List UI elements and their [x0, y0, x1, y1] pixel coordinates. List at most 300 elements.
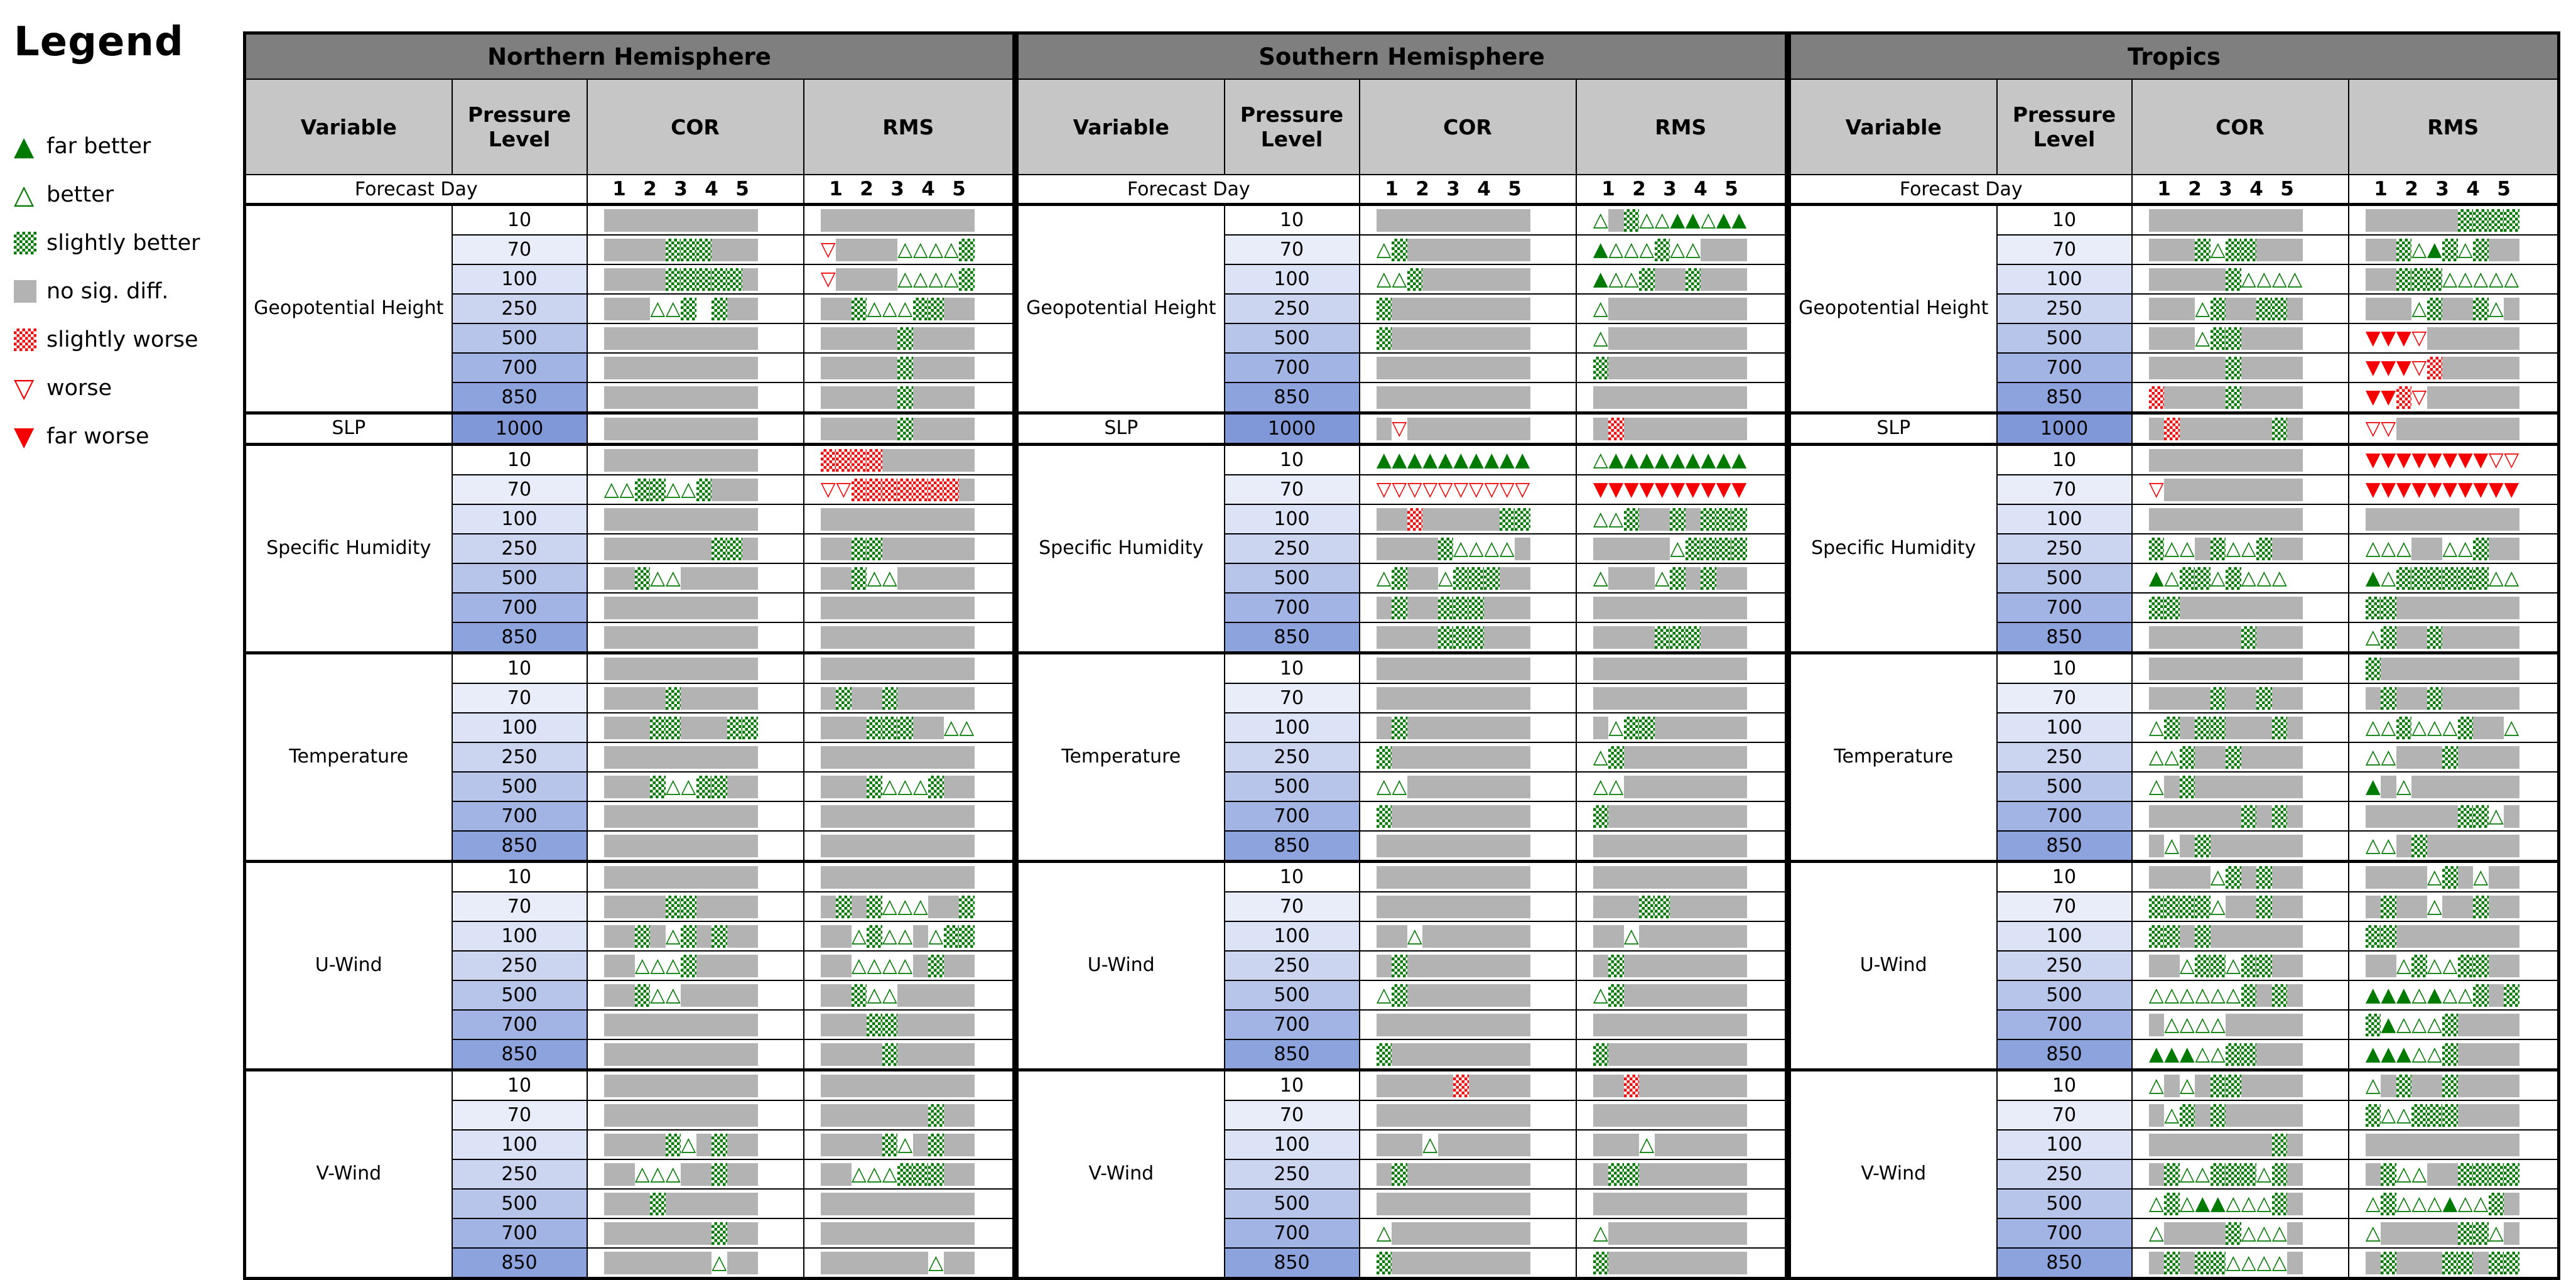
no-sig-diff-icon [897, 1193, 913, 1215]
no-sig-diff-icon [959, 597, 975, 619]
far-worse-icon: ▼ [1593, 478, 1608, 501]
symbol-slots [2133, 1011, 2348, 1039]
pressure-level-cell: 250 [452, 1159, 587, 1189]
day-subcell [2241, 1190, 2257, 1218]
no-sig-diff-icon [1655, 955, 1670, 977]
day-subcell [2442, 654, 2458, 683]
day-subcell [2164, 981, 2180, 1009]
no-sig-diff-icon [836, 658, 852, 680]
rms-score-cell [2349, 742, 2559, 772]
pressure-level-cell: 250 [1225, 742, 1360, 772]
no-sig-diff-icon [944, 805, 960, 828]
no-sig-diff-icon [897, 1252, 913, 1274]
no-sig-diff-icon [2504, 298, 2519, 320]
rms-score-cell [1576, 951, 1787, 980]
day-subcell [1422, 623, 1438, 651]
day-subcell [1484, 952, 1500, 980]
day-subcell [1392, 1219, 1407, 1247]
no-sig-diff-icon [2458, 626, 2474, 649]
slightly-better-icon [1484, 567, 1500, 590]
day-subcell [928, 623, 944, 651]
day-subcell [604, 594, 620, 622]
cor-score-cell [587, 475, 804, 504]
col-header-pressure-level: Pressure Level [1225, 79, 1360, 175]
day-subcell [1438, 324, 1454, 352]
day-subcell [2427, 354, 2443, 382]
better-icon: △ [2365, 1074, 2381, 1097]
better-icon: △ [882, 297, 897, 320]
day-subcell [2504, 802, 2519, 830]
no-sig-diff-icon [1670, 357, 1686, 379]
no-sig-diff-icon [2458, 776, 2474, 798]
day-subcell [2473, 981, 2489, 1009]
no-sig-diff-icon [1670, 327, 1686, 350]
better-icon: △ [882, 984, 897, 1006]
no-sig-diff-icon [681, 209, 696, 232]
cor-score-cell [1360, 475, 1576, 504]
day-subcell [1686, 1011, 1701, 1039]
variable-label-u-wind: U-Wind [1017, 862, 1225, 1070]
pressure-level-cell: 250 [1225, 1159, 1360, 1189]
no-sig-diff-icon [666, 1222, 681, 1245]
no-sig-diff-icon [2411, 626, 2427, 649]
day-subcell [1407, 534, 1423, 563]
day-subcell [635, 863, 651, 891]
no-sig-diff-icon [2180, 597, 2195, 619]
variable-label-geopotential-height: Geopotential Height [1017, 205, 1225, 413]
pressure-level-cell: 100 [1225, 713, 1360, 742]
day-subcell [2366, 383, 2381, 411]
pressure-level-cell: 700 [1225, 801, 1360, 831]
day-subcell [821, 922, 836, 950]
day-subcell [1500, 892, 1515, 921]
day-subcell [2164, 206, 2180, 234]
day-subcell [2256, 863, 2272, 891]
no-sig-diff-icon [2241, 418, 2257, 440]
day-subcell [727, 564, 743, 592]
day-subcell [897, 415, 913, 443]
day-subcell [1407, 1071, 1423, 1100]
no-sig-diff-icon [1438, 835, 1454, 857]
no-sig-diff-icon [1484, 1104, 1500, 1127]
no-sig-diff-icon [1624, 418, 1640, 440]
day-subcell [2411, 802, 2427, 830]
symbol-slots [2133, 713, 2348, 742]
day-subcell [2149, 505, 2165, 533]
pressure-level-cell: 500 [1997, 563, 2132, 593]
no-sig-diff-icon [2164, 209, 2180, 232]
day-subcell [882, 1219, 898, 1247]
cor-score-cell [587, 622, 804, 653]
rms-score-cell [1576, 713, 1787, 742]
slightly-better-icon [666, 896, 681, 918]
forecast-day-number: 5 [735, 178, 749, 200]
day-subcell [1392, 1040, 1407, 1068]
better-icon: △ [943, 268, 959, 290]
day-subcell [821, 383, 836, 411]
no-sig-diff-icon [727, 776, 743, 798]
no-sig-diff-icon [2195, 1134, 2211, 1156]
no-sig-diff-icon [2442, 835, 2458, 857]
day-subcell [1701, 236, 1716, 264]
day-subcell [1670, 802, 1686, 830]
better-icon: △ [681, 1133, 696, 1156]
day-subcell [1469, 981, 1485, 1009]
cor-score-cell [2132, 1218, 2349, 1248]
day-subcell [852, 654, 867, 683]
day-subcell [2396, 952, 2412, 980]
no-sig-diff-icon [2211, 449, 2226, 472]
day-subcell [1608, 1071, 1624, 1100]
day-subcell [1701, 1071, 1716, 1100]
pressure-level-cell: 100 [1997, 504, 2132, 534]
better-icon: △ [634, 954, 650, 977]
slightly-better-icon [635, 567, 651, 590]
slightly-better-icon [1407, 268, 1423, 291]
day-subcell [1731, 802, 1747, 830]
cor-score-cell [2132, 1039, 2349, 1070]
scoreboard [243, 31, 2560, 1280]
day-subcell [742, 594, 758, 622]
no-sig-diff-icon [712, 626, 727, 649]
day-subcell [2272, 832, 2288, 860]
no-sig-diff-icon [836, 776, 852, 798]
day-subcell [2366, 773, 2381, 801]
day-subcell [2272, 863, 2288, 891]
day-subcell [727, 684, 743, 712]
day-subcell [944, 1219, 960, 1247]
rms-score-cell [804, 951, 1014, 980]
day-subcell [2427, 743, 2443, 771]
day-subcell [712, 534, 727, 563]
rms-score-cell [1576, 475, 1787, 504]
day-subcell [1593, 802, 1609, 830]
no-sig-diff-icon [696, 896, 712, 918]
day-subcell [635, 981, 651, 1009]
day-subcell [2458, 832, 2474, 860]
slightly-better-icon [681, 925, 696, 948]
day-subcell [2164, 1219, 2180, 1247]
day-subcell [604, 1101, 620, 1129]
day-subcell [1515, 952, 1530, 980]
no-sig-diff-icon [650, 327, 666, 350]
no-sig-diff-icon [2473, 1104, 2489, 1127]
no-sig-diff-icon [1624, 658, 1640, 680]
slightly-better-icon [1392, 955, 1407, 977]
day-subcell [1392, 383, 1407, 411]
day-subcell [681, 1249, 696, 1277]
day-subcell [2381, 743, 2396, 771]
day-subcell [2195, 922, 2211, 950]
no-sig-diff-icon [635, 268, 651, 291]
no-sig-diff-icon [696, 327, 712, 350]
no-sig-diff-icon [2442, 357, 2458, 379]
day-subcell [2411, 295, 2427, 323]
pressure-level-cell: 70 [1997, 892, 2132, 921]
day-subcell [742, 892, 758, 921]
day-subcell [2489, 295, 2504, 323]
no-sig-diff-icon [1608, 209, 1624, 232]
no-sig-diff-icon [2287, 746, 2303, 769]
cor-score-cell [1360, 1159, 1576, 1189]
no-sig-diff-icon [1701, 327, 1716, 350]
no-sig-diff-icon [897, 835, 913, 857]
day-subcell [2164, 383, 2180, 411]
no-sig-diff-icon [1407, 658, 1423, 680]
day-subcell [2226, 475, 2241, 504]
better-icon: △ [1593, 746, 1608, 768]
slightly-better-icon [2427, 567, 2443, 590]
day-subcell [1515, 324, 1530, 352]
day-subcell [1500, 236, 1515, 264]
pressure-level-cell: 100 [1225, 921, 1360, 951]
no-sig-diff-icon [2473, 357, 2489, 379]
better-icon: △ [2457, 537, 2473, 560]
day-subcell [2473, 324, 2489, 352]
symbol-slots [2349, 415, 2558, 443]
better-icon: △ [2256, 1192, 2272, 1215]
day-subcell [2411, 684, 2427, 712]
far-worse-icon: ▼ [2365, 327, 2381, 349]
symbol-slots [804, 206, 1013, 234]
day-subcell [2473, 1101, 2489, 1129]
no-sig-diff-icon [1392, 925, 1407, 948]
symbol-slots [1360, 354, 1576, 382]
day-subcell [666, 415, 681, 443]
no-sig-diff-icon [2195, 268, 2211, 291]
slightly-better-icon [867, 717, 882, 739]
slightly-better-icon [928, 298, 944, 320]
no-sig-diff-icon [2287, 776, 2303, 798]
symbol-slots [588, 981, 803, 1009]
no-sig-diff-icon [1639, 357, 1655, 379]
day-subcell [2195, 802, 2211, 830]
cor-score-cell [1360, 1070, 1576, 1101]
day-subcell [1438, 1249, 1454, 1277]
day-subcell [944, 1190, 960, 1218]
no-sig-diff-icon [1701, 1134, 1716, 1156]
no-sig-diff-icon [882, 626, 898, 649]
day-subcell [821, 324, 836, 352]
rms-score-cell [804, 1159, 1014, 1189]
day-subcell [1438, 981, 1454, 1009]
day-subcell [1608, 446, 1624, 474]
no-sig-diff-icon [1500, 1163, 1515, 1186]
day-subcell [742, 654, 758, 683]
day-subcell [1593, 564, 1609, 592]
no-sig-diff-icon [1453, 1222, 1469, 1245]
better-icon: △ [2381, 834, 2396, 857]
no-sig-diff-icon [2211, 508, 2226, 531]
no-sig-diff-icon [2442, 805, 2458, 828]
no-sig-diff-icon [742, 835, 758, 857]
day-subcell [2427, 654, 2443, 683]
no-sig-diff-icon [2411, 925, 2427, 948]
no-sig-diff-icon [635, 1014, 651, 1036]
day-subcell [821, 594, 836, 622]
no-sig-diff-icon [2211, 1134, 2226, 1156]
no-sig-diff-icon [696, 538, 712, 560]
no-sig-diff-icon [696, 866, 712, 889]
no-sig-diff-icon [1469, 1014, 1485, 1036]
no-sig-diff-icon [2427, 776, 2443, 798]
cor-score-cell [1360, 921, 1576, 951]
pressure-level-cell: 500 [452, 1189, 587, 1218]
no-sig-diff-icon [727, 239, 743, 261]
day-subcell [2180, 446, 2195, 474]
day-subcell [2180, 713, 2195, 742]
day-subcell [604, 1249, 620, 1277]
no-sig-diff-icon [2458, 1043, 2474, 1066]
day-subcell [1655, 446, 1670, 474]
no-sig-diff-icon [727, 984, 743, 1007]
slightly-better-icon [2226, 327, 2241, 350]
symbol-slots [2349, 564, 2558, 592]
better-icon: △ [1407, 925, 1422, 947]
no-sig-diff-icon [2256, 658, 2272, 680]
day-subcell [681, 1160, 696, 1188]
day-subcell [897, 206, 913, 234]
symbol-slots [2349, 354, 2558, 382]
slightly-better-icon [2381, 896, 2396, 918]
day-subcell [1670, 324, 1686, 352]
slightly-better-icon [1624, 209, 1640, 232]
better-icon: △ [2210, 865, 2226, 888]
day-subcell [882, 1160, 898, 1188]
day-subcell [836, 1160, 852, 1188]
symbol-slots [2133, 623, 2348, 651]
no-sig-diff-icon [1624, 687, 1640, 710]
day-subcell [1655, 236, 1670, 264]
no-sig-diff-icon [2272, 1043, 2288, 1066]
day-subcell [1500, 324, 1515, 352]
day-subcell [1500, 802, 1515, 830]
day-subcell [2195, 1071, 2211, 1100]
slightly-better-icon [882, 1043, 898, 1066]
better-icon: △ [1608, 268, 1624, 290]
no-sig-diff-icon [913, 626, 929, 649]
legend-item-label: far worse [46, 423, 149, 449]
better-icon: △ [2241, 567, 2256, 589]
slightly-better-icon [2411, 955, 2427, 977]
cor-score-cell [1360, 713, 1576, 742]
day-subcell [2411, 415, 2427, 443]
no-sig-diff-icon [681, 1252, 696, 1274]
day-subcell [1422, 922, 1438, 950]
no-sig-diff-icon [604, 1134, 620, 1156]
better-icon: △ [2148, 716, 2164, 739]
day-subcell [1593, 981, 1609, 1009]
day-subcell [1377, 713, 1392, 742]
slightly-better-icon [928, 1163, 944, 1186]
rms-score-cell [2349, 921, 2559, 951]
day-subcell [1593, 1219, 1609, 1247]
day-subcell [1484, 863, 1500, 891]
day-subcell [959, 623, 975, 651]
day-subcell [882, 713, 898, 742]
day-subcell [2195, 654, 2211, 683]
day-subcell [1515, 922, 1530, 950]
no-sig-diff-icon [2241, 508, 2257, 531]
day-subcell [2504, 1160, 2519, 1188]
slightly-better-icon [2226, 1222, 2241, 1245]
no-sig-diff-icon [712, 955, 727, 977]
day-subcell [2442, 713, 2458, 742]
cor-score-cell [1360, 382, 1576, 413]
symbol-slots [2349, 1040, 2558, 1068]
day-subcell [2256, 265, 2272, 293]
no-sig-diff-icon [1422, 418, 1438, 440]
no-sig-diff-icon [897, 567, 913, 590]
no-sig-diff-icon [1624, 896, 1640, 918]
no-sig-diff-icon [2256, 1014, 2272, 1036]
day-subcell [696, 981, 712, 1009]
no-sig-diff-icon [1469, 239, 1485, 261]
day-subcell [2149, 1040, 2165, 1068]
pressure-level-cell: 850 [452, 622, 587, 653]
no-sig-diff-icon [1453, 1193, 1469, 1215]
day-subcell [1670, 206, 1686, 234]
day-subcell [897, 892, 913, 921]
day-subcell [2396, 743, 2412, 771]
slightly-better-icon [2411, 567, 2427, 590]
no-sig-diff-icon [619, 687, 635, 710]
no-sig-diff-icon [1453, 1134, 1469, 1156]
day-subcell [1453, 475, 1469, 504]
day-subcell [2458, 1071, 2474, 1100]
day-subcell [2504, 236, 2519, 264]
no-sig-diff-icon [712, 567, 727, 590]
day-subcell [852, 743, 867, 771]
no-sig-diff-icon [2149, 866, 2165, 889]
day-subcell [2411, 206, 2427, 234]
day-subcell [2195, 832, 2211, 860]
better-icon: △ [2381, 1104, 2396, 1126]
cor-score-cell [1360, 504, 1576, 534]
no-sig-diff-icon [1608, 1222, 1624, 1245]
day-subcell [604, 623, 620, 651]
no-sig-diff-icon [836, 1043, 852, 1066]
day-subcell [897, 1071, 913, 1100]
rms-score-cell [1576, 1100, 1787, 1130]
no-sig-diff-icon [2381, 1134, 2396, 1156]
symbol-slots [2133, 1219, 2348, 1247]
no-sig-diff-icon [1453, 955, 1469, 977]
day-subcell [2226, 265, 2241, 293]
day-subcell [727, 324, 743, 352]
day-subcell [2256, 1071, 2272, 1100]
no-sig-diff-icon [666, 327, 681, 350]
far-better-icon: ▲ [1639, 448, 1655, 471]
symbol-slots [804, 892, 1013, 921]
no-sig-diff-icon [1377, 835, 1392, 857]
pressure-level-cell: 70 [1997, 475, 2132, 504]
no-sig-diff-icon [1392, 896, 1407, 918]
day-subcell [882, 475, 898, 504]
day-subcell [727, 1219, 743, 1247]
day-subcell [727, 415, 743, 443]
no-sig-diff-icon [1639, 567, 1655, 590]
legend-item-label: slightly better [46, 230, 200, 256]
score-row [1017, 1070, 1787, 1101]
day-subcell [882, 1249, 898, 1277]
slightly-worse-icon [2149, 386, 2165, 409]
no-sig-diff-icon [1686, 1163, 1701, 1186]
day-subcell [959, 324, 975, 352]
day-subcell [1670, 1011, 1686, 1039]
no-sig-diff-icon [897, 597, 913, 619]
day-subcell [867, 1101, 882, 1129]
